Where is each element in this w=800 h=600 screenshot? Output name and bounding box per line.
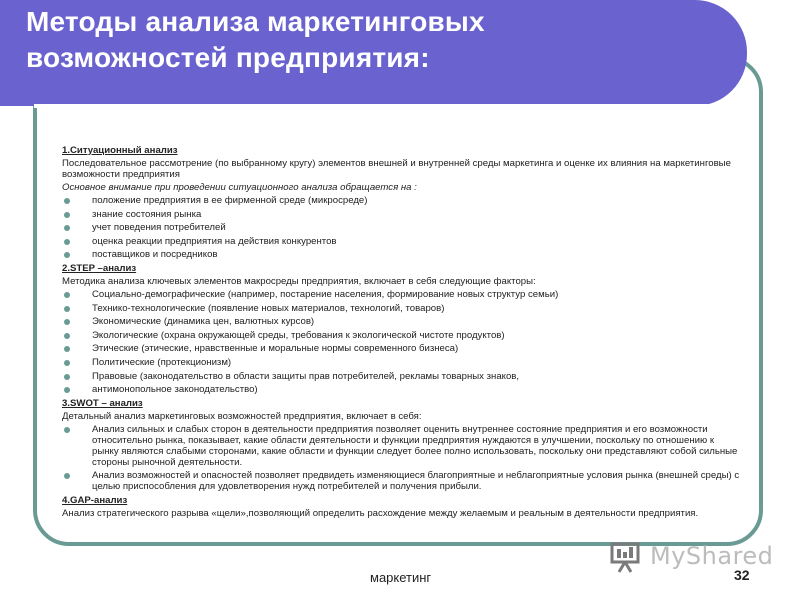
section-desc-swot: Детальный анализ маркетинговых возможностей предприятия, включает в себя: xyxy=(62,410,422,422)
list-item: Анализ сильных и слабых сторон в деятельности предприятия позволяет оценить внутреннее состояние предприятия и его возможности относительно рынка, показывает, какие области деятельности и функции предприятия нуждаются в улучшении, поскольку по отношению к рынку являются слабыми сторонами, какие области и функции следует более полно использовать, поскольку они представляют собой сильные стороны рыночной деятельности. xyxy=(62,424,742,468)
presentation-board-icon xyxy=(608,540,648,574)
section-heading-swot: 3.SWOT – анализ xyxy=(62,397,143,409)
watermark-text: MyShared xyxy=(650,542,774,570)
list-item: антимонопольное законодательство) xyxy=(62,384,742,395)
list-item: Экономические (динамика цен, валютных курсов) xyxy=(62,316,742,327)
list-item: Этические (этические, нравственные и моральные нормы современного бизнеса) xyxy=(62,343,742,354)
section-heading-step: 2.STEP –анализ xyxy=(62,262,137,274)
list-item: знание состояния рынка xyxy=(62,209,742,220)
list-item: оценка реакции предприятия на действия конкурентов xyxy=(62,236,742,247)
section-note-situational: Основное внимание при проведении ситуационного анализа обращается на : xyxy=(62,182,417,193)
slide-title-line-1: Методы анализа маркетинговых xyxy=(26,6,485,37)
list-item: Технико-технологические (появление новых материалов, технологий, товаров) xyxy=(62,303,742,314)
bullet-list-situational xyxy=(62,195,742,260)
title-bar xyxy=(0,0,747,106)
page-number: 32 xyxy=(734,567,750,583)
list-item: Анализ возможностей и опасностей позволяет предвидеть изменяющиеся благоприятные и неблагоприятные условия рынка (внешней среды) с целью приспособления для удовлетворения нужд потребителей и получения прибыли. xyxy=(62,470,742,492)
list-item: Социально-демографические (например, постарение населения, формирование новых структур семьи) xyxy=(62,289,742,300)
section-heading-gap: 4.GAP-анализ xyxy=(62,494,128,506)
slide-content xyxy=(62,143,742,519)
section-heading-situational: 1.Ситуационный анализ xyxy=(62,145,178,156)
bullet-list-swot xyxy=(62,424,742,493)
section-desc-gap: Анализ стратегического разрыва «щели»,позволяющий определить расхождение между желаемым и реальным в деятельности предприятия. xyxy=(62,507,699,519)
list-item: Политические (протекционизм) xyxy=(62,357,742,368)
slide-title xyxy=(26,4,485,76)
list-item: учет поведения потребителей xyxy=(62,222,742,233)
list-item: Правовые (законодательство в области защиты прав потребителей, рекламы товарных знаков, xyxy=(62,371,742,382)
section-desc-step: Методика анализа ключевых элементов макросреды предприятия, включает в себя следующие факторы: xyxy=(62,275,536,287)
title-underline xyxy=(34,104,708,108)
slide-title-line-2: возможностей предприятия: xyxy=(26,42,430,73)
bullet-list-step xyxy=(62,289,742,395)
footer-label: маркетинг xyxy=(370,570,432,585)
section-desc-situational: Последовательное рассмотрение (по выбранному кругу) элементов внешней и внутренней среды маркетинга и оценке их влияния на маркетинговые возможности предприятия xyxy=(62,158,731,180)
list-item: Экологические (охрана окружающей среды, требования к экологической чистоте продуктов) xyxy=(62,330,742,341)
list-item: положение предприятия в ее фирменной среде (микросреде) xyxy=(62,195,742,206)
list-item: поставщиков и посредников xyxy=(62,249,742,260)
